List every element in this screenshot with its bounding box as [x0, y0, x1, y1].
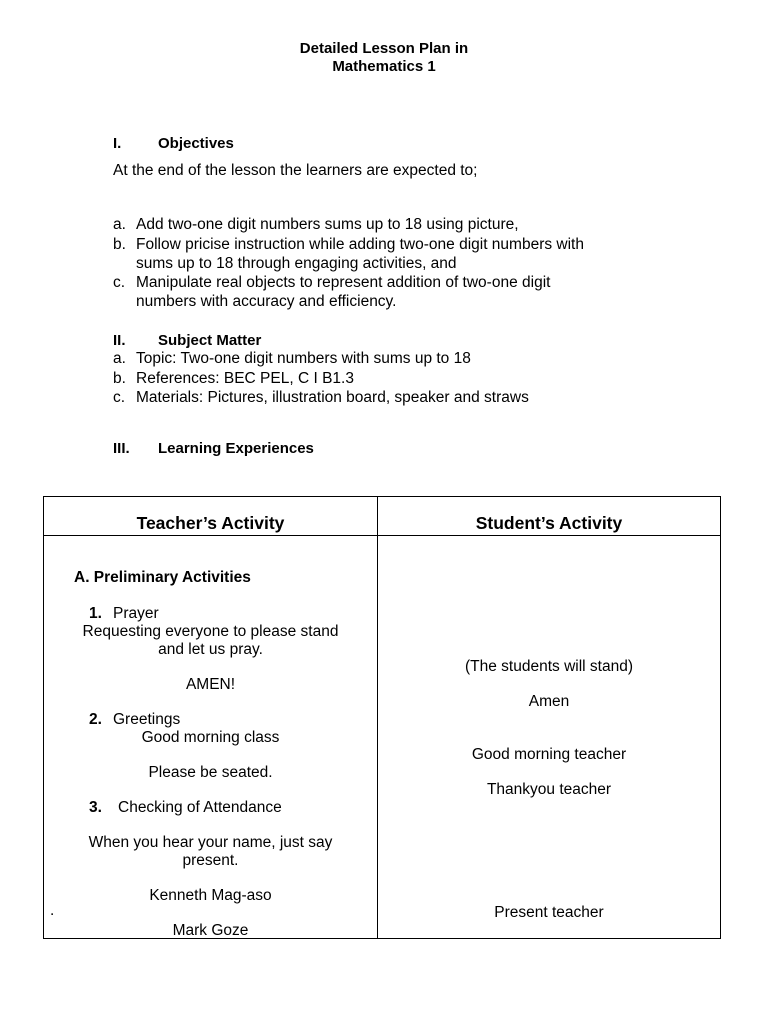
prayer-instruction-line1: Requesting everyone to please stand	[82, 623, 339, 640]
section-numeral-subject-matter: II.	[113, 332, 126, 349]
objective-a-line1: Add two-one digit numbers sums up to 18 using picture,	[136, 216, 519, 233]
student-amen-response: Amen	[528, 693, 570, 710]
subject-marker-c: c.	[113, 389, 126, 406]
greetings-label: Greetings	[113, 711, 181, 728]
section-heading-objectives: Objectives	[158, 135, 234, 152]
student-present-response: Present teacher	[494, 904, 604, 921]
objective-c-line1: Manipulate real objects to represent addition of two-one digit	[136, 274, 551, 291]
teacher-amen: AMEN!	[185, 676, 236, 693]
student-stand-response: (The students will stand)	[465, 658, 633, 675]
table-header-divider	[44, 535, 720, 536]
teacher-please-be-seated: Please be seated.	[148, 764, 273, 781]
subject-materials: Materials: Pictures, illustration board, speaker and straws	[136, 389, 529, 406]
student-activity-header: Student’s Activity	[475, 513, 623, 533]
student-greeting-response: Good morning teacher	[471, 746, 627, 763]
section-numeral-objectives: I.	[113, 135, 122, 152]
attendance-number: 3.	[89, 799, 102, 816]
student-name-mark: Mark Goze	[172, 922, 249, 939]
subject-marker-b: b.	[113, 370, 126, 387]
attendance-instruction-line2: present.	[182, 852, 239, 869]
preliminary-activities-heading: A. Preliminary Activities	[74, 569, 251, 586]
section-heading-subject-matter: Subject Matter	[158, 332, 262, 349]
subject-references: References: BEC PEL, C I B1.3	[136, 370, 354, 387]
objectives-intro: At the end of the lesson the learners are expected to;	[113, 162, 478, 179]
greetings-number: 2.	[89, 711, 102, 728]
prayer-instruction-line2: and let us pray.	[158, 641, 263, 658]
activity-table	[43, 496, 721, 939]
page-title-line2: Mathematics 1	[332, 58, 436, 75]
prayer-number: 1.	[89, 605, 102, 622]
objective-c-line2: numbers with accuracy and efficiency.	[136, 293, 397, 310]
prayer-label: Prayer	[113, 605, 159, 622]
objective-b-line1: Follow pricise instruction while adding two-one digit numbers with	[136, 236, 584, 253]
objective-marker-b: b.	[113, 236, 126, 253]
objective-marker-c: c.	[113, 274, 126, 291]
section-heading-learning: Learning Experiences	[158, 440, 314, 457]
teacher-greeting: Good morning class	[141, 729, 280, 746]
objective-b-line2: sums up to 18 through engaging activities, and	[136, 255, 457, 272]
page-title-line1: Detailed Lesson Plan in	[299, 40, 469, 57]
teacher-activity-header: Teacher’s Activity	[136, 513, 285, 533]
table-column-divider	[377, 497, 378, 938]
attendance-label: Checking of Attendance	[118, 799, 282, 816]
section-numeral-learning: III.	[113, 440, 130, 457]
attendance-instruction-line1: When you hear your name, just say	[88, 834, 333, 851]
subject-marker-a: a.	[113, 350, 126, 367]
student-name-kenneth: Kenneth Mag-aso	[149, 887, 272, 904]
stray-dot: .	[50, 902, 55, 919]
subject-topic: Topic: Two-one digit numbers with sums up to 18	[136, 350, 471, 367]
objective-marker-a: a.	[113, 216, 126, 233]
student-thanks-response: Thankyou teacher	[486, 781, 612, 798]
